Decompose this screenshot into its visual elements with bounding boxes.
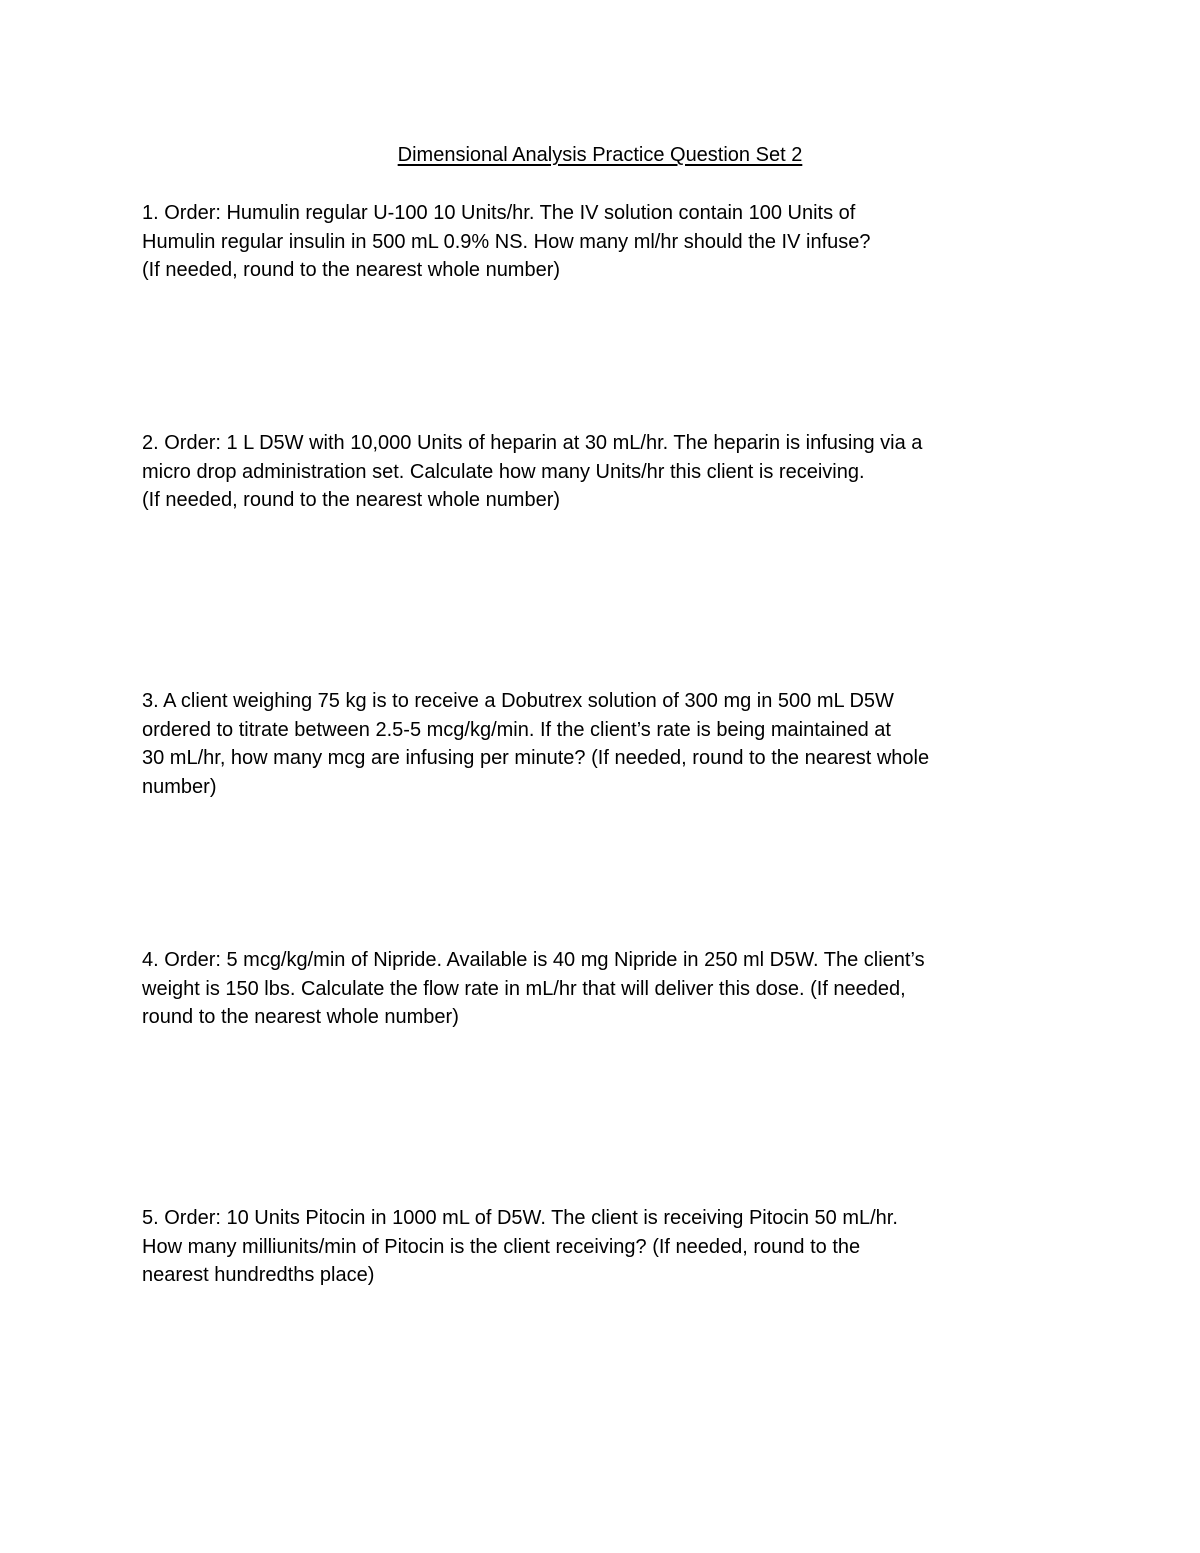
question-4-line-1: 4. Order: 5 mcg/kg/min of Nipride. Available is 40 mg Nipride in 250 ml D5W. The client’s [142,949,925,971]
question-5-line-2: How many milliunits/min of Pitocin is the client receiving? (If needed, round to the [142,1235,861,1258]
question-4 [142,946,1022,1032]
question-3-line-2: ordered to titrate between 2.5-5 mcg/kg/min. If the client’s rate is being maintained at [142,718,891,741]
question-3-line-1: 3. A client weighing 75 kg is to receive a Dobutrex solution of 300 mg in 500 mL D5W [142,690,894,712]
question-1 [142,199,1022,285]
question-5-line-3: nearest hundredths place) [142,1264,375,1286]
question-2-line-1: 2. Order: 1 L D5W with 10,000 Units of heparin at 30 mL/hr. The heparin is infusing via a [142,432,923,454]
question-1-line-2: Humulin regular insulin in 500 mL 0.9% NS. How many ml/hr should the IV infuse? [142,230,871,253]
question-1-line-1: 1. Order: Humulin regular U-100 10 Units/hr. The IV solution contain 100 Units of [142,202,856,224]
question-5 [142,1204,1022,1290]
question-4-line-3: round to the nearest whole number) [142,1006,459,1028]
document-title: Dimensional Analysis Practice Question Set 2 [397,144,803,166]
question-2 [142,429,1022,515]
question-1-line-3: (If needed, round to the nearest whole number) [142,259,561,281]
question-3 [142,687,1022,801]
question-5-line-1: 5. Order: 10 Units Pitocin in 1000 mL of D5W. The client is receiving Pitocin 50 mL/hr. [142,1207,898,1229]
question-3-line-3: 30 mL/hr, how many mcg are infusing per minute? (If needed, round to the nearest whole [142,747,930,769]
question-3-line-4: number) [142,775,217,798]
question-4-line-2: weight is 150 lbs. Calculate the flow rate in mL/hr that will deliver this dose. (If needed, [142,977,906,1000]
question-2-line-2: micro drop administration set. Calculate how many Units/hr this client is receiving. [142,460,865,483]
question-2-line-3: (If needed, round to the nearest whole number) [142,489,561,511]
